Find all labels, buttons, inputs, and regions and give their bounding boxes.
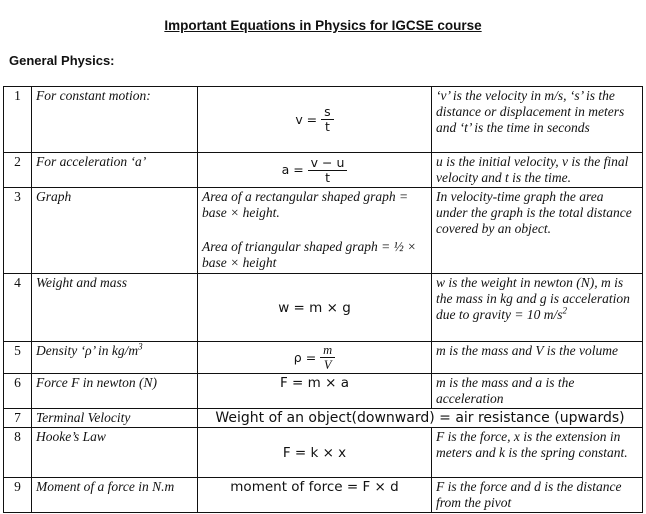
quantity-name <box>32 342 198 374</box>
equation-lhs: a = <box>281 162 304 177</box>
quantity-name: For acceleration ‘a’ <box>32 153 198 188</box>
row-number: 1 <box>4 87 32 153</box>
name-text: Density ‘ρ’ in kg/m <box>36 343 139 358</box>
row-number: 7 <box>4 409 32 428</box>
equation-note: m is the mass and V is the volume <box>432 342 643 374</box>
row-number: 3 <box>4 188 32 274</box>
row-number: 2 <box>4 153 32 188</box>
table-row <box>4 409 643 428</box>
quantity-name: For constant motion: <box>32 87 198 153</box>
equation-note: In velocity-time graph the area under the graph is the total distance covered by an object. <box>432 188 643 274</box>
denominator: V <box>323 358 332 372</box>
row-number: 4 <box>4 274 32 342</box>
quantity-name: Weight and mass <box>32 274 198 342</box>
equation <box>198 153 432 188</box>
equation <box>198 188 432 274</box>
quantity-name: Graph <box>32 188 198 274</box>
equation <box>198 87 432 153</box>
quantity-name: Moment of a force in N.m <box>32 478 198 513</box>
equations-table <box>3 86 643 513</box>
fraction <box>320 343 335 372</box>
table-row <box>4 188 643 274</box>
equation-note: F is the force and d is the distance from the pivot <box>432 478 643 513</box>
table-row <box>4 478 643 513</box>
numerator: m <box>320 343 335 358</box>
superscript: 3 <box>138 341 143 352</box>
row-number: 8 <box>4 428 32 478</box>
page-title: Important Equations in Physics for IGCSE course <box>164 18 482 33</box>
equation-note: ‘v’ is the velocity in m/s, ‘s’ is the distance or displacement in meters and ‘t’ is the time in seconds <box>432 87 643 153</box>
row-number: 9 <box>4 478 32 513</box>
section-heading: General Physics: <box>9 53 115 68</box>
table-row <box>4 374 643 409</box>
row-number: 6 <box>4 374 32 409</box>
denominator: t <box>324 119 330 134</box>
equation: moment of force = F × d <box>198 478 432 513</box>
denominator: t <box>325 169 330 185</box>
numerator: v − u <box>308 156 348 171</box>
equation: F = k × x <box>198 428 432 478</box>
equation-note: F is the force, x is the extension in meters and k is the spring constant. <box>432 428 643 478</box>
row-number: 5 <box>4 342 32 374</box>
table-row <box>4 428 643 478</box>
superscript: 2 <box>562 305 567 316</box>
equation: w = m × g <box>198 274 432 342</box>
fraction <box>321 105 334 134</box>
equation-note: m is the mass and a is the acceleration <box>432 374 643 409</box>
fraction <box>308 156 348 185</box>
equation-lhs: ρ = <box>293 349 317 365</box>
equation: F = m × a <box>198 374 432 409</box>
equation-note: u is the initial velocity, v is the final velocity and t is the time. <box>432 153 643 188</box>
table-row <box>4 87 643 153</box>
table-row <box>4 274 643 342</box>
quantity-name: Hooke’s Law <box>32 428 198 478</box>
note-text: w is the weight in newton (N), m is the mass in kg and g is acceleration due to gravity = 10 m/s <box>436 275 630 322</box>
equation-line: Area of a rectangular shaped graph = base × height. <box>202 189 409 220</box>
quantity-name: Terminal Velocity <box>32 409 198 428</box>
quantity-name: Force F in newton (N) <box>32 374 198 409</box>
equation-note <box>432 274 643 342</box>
equation <box>198 342 432 374</box>
equation-line: Area of triangular shaped graph = ½ × base × height <box>202 239 417 270</box>
equation-lhs: v = <box>295 111 318 127</box>
equation: Weight of an object(downward) = air resistance (upwards) <box>198 409 643 428</box>
table-row <box>4 342 643 374</box>
table-row <box>4 153 643 188</box>
numerator: s <box>321 105 334 120</box>
